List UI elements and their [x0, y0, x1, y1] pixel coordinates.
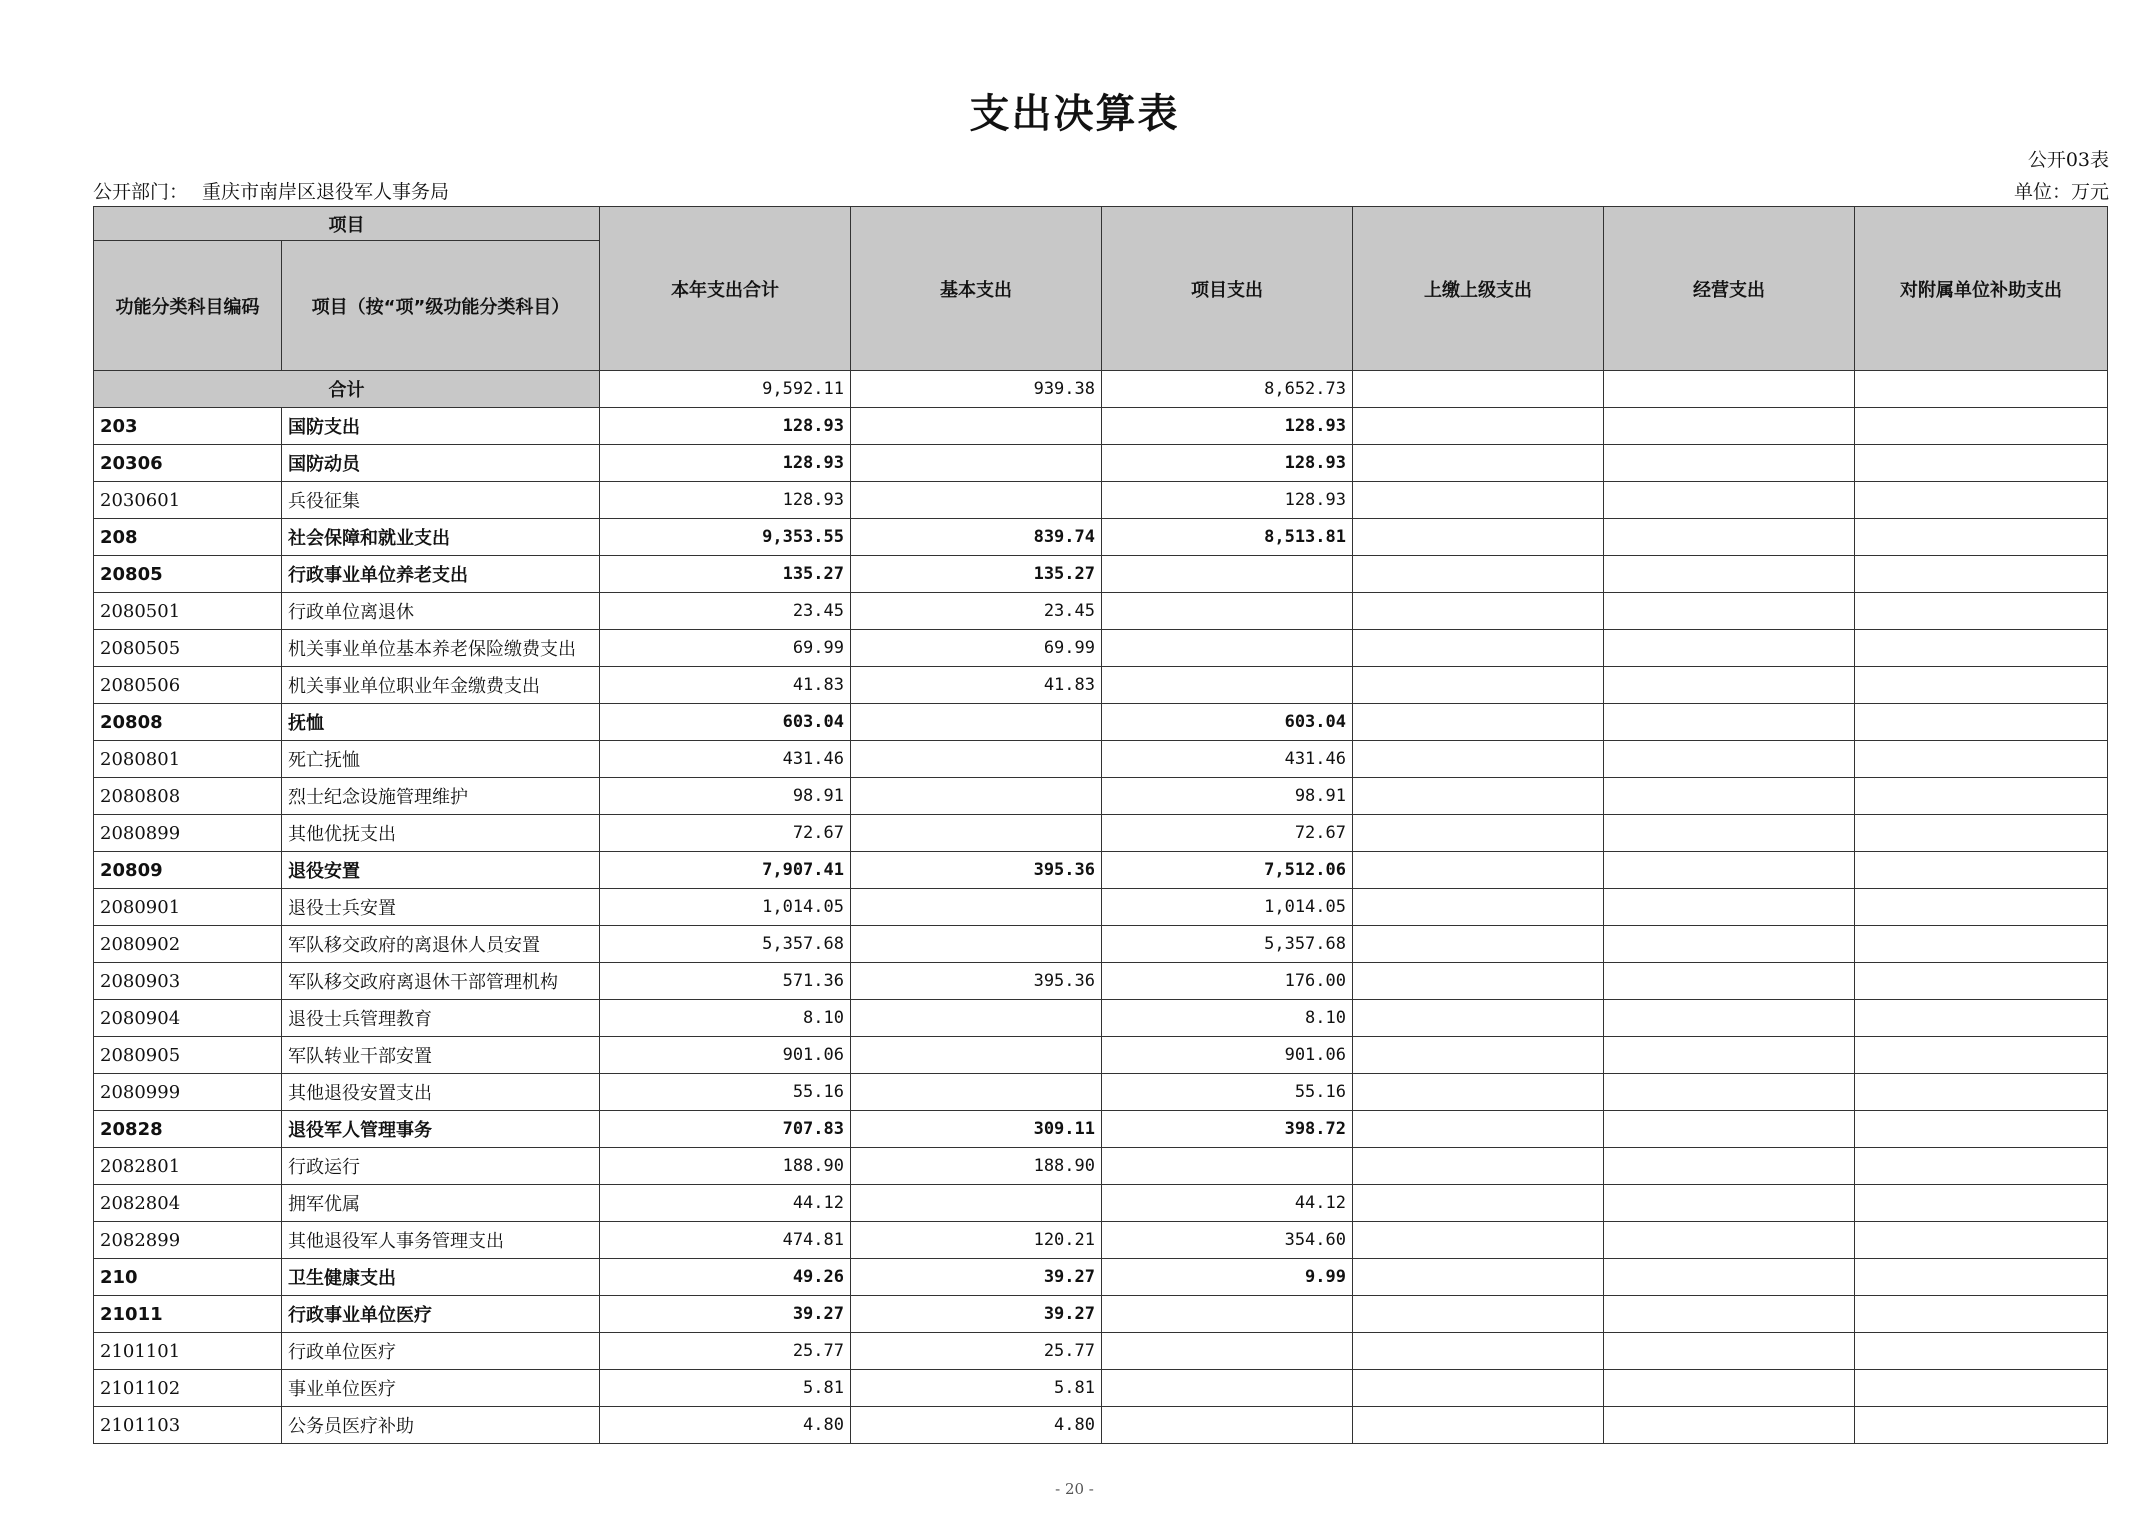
cell-code: 2080904	[94, 1000, 282, 1037]
cell-name: 机关事业单位基本养老保险缴费支出	[282, 630, 600, 667]
department-line	[93, 177, 449, 204]
cell-subsidy	[1855, 630, 2108, 667]
cell-project: 8,513.81	[1102, 519, 1353, 556]
cell-project	[1102, 630, 1353, 667]
expenditure-table	[93, 206, 2108, 1444]
header-business: 经营支出	[1604, 207, 1855, 371]
cell-subsidy	[1855, 1148, 2108, 1185]
unit-label: 单位：万元	[2013, 181, 2109, 203]
cell-subsidy	[1855, 1333, 2108, 1370]
cell-project	[1102, 667, 1353, 704]
cell-code: 2080899	[94, 815, 282, 852]
cell-name: 事业单位医疗	[282, 1370, 600, 1407]
cell-name: 其他退役安置支出	[282, 1074, 600, 1111]
cell-code: 20805	[94, 556, 282, 593]
cell-upper	[1353, 741, 1604, 778]
cell-business	[1604, 1333, 1855, 1370]
cell-name: 国防动员	[282, 445, 600, 482]
cell-business	[1604, 741, 1855, 778]
cell-business	[1604, 1074, 1855, 1111]
cell-total: 603.04	[600, 704, 851, 741]
cell-basic	[851, 704, 1102, 741]
page-number: - 20 -	[1055, 1480, 1094, 1498]
cell-subsidy	[1855, 482, 2108, 519]
table-row	[94, 741, 2108, 778]
cell-business	[1604, 445, 1855, 482]
cell-code: 2080903	[94, 963, 282, 1000]
cell-name: 军队移交政府离退休干部管理机构	[282, 963, 600, 1000]
cell-name: 其他退役军人事务管理支出	[282, 1222, 600, 1259]
cell-name: 退役军人管理事务	[282, 1111, 600, 1148]
cell-subsidy	[1855, 1370, 2108, 1407]
table-row	[94, 1148, 2108, 1185]
table-row	[94, 1259, 2108, 1296]
table-row	[94, 593, 2108, 630]
cell-code: 20809	[94, 852, 282, 889]
cell-upper	[1353, 926, 1604, 963]
cell-total: 49.26	[600, 1259, 851, 1296]
cell-basic: 188.90	[851, 1148, 1102, 1185]
cell-basic	[851, 815, 1102, 852]
cell-name: 退役士兵管理教育	[282, 1000, 600, 1037]
cell-upper	[1353, 1074, 1604, 1111]
cell-basic: 41.83	[851, 667, 1102, 704]
cell-code: 2080902	[94, 926, 282, 963]
header-basic: 基本支出	[851, 207, 1102, 371]
cell-basic	[851, 1185, 1102, 1222]
cell-upper	[1353, 852, 1604, 889]
cell-upper	[1353, 704, 1604, 741]
table-row	[94, 1037, 2108, 1074]
cell-subsidy	[1855, 1259, 2108, 1296]
total-business	[1604, 371, 1855, 408]
cell-basic: 5.81	[851, 1370, 1102, 1407]
cell-business	[1604, 1259, 1855, 1296]
cell-project: 55.16	[1102, 1074, 1353, 1111]
table-row	[94, 1185, 2108, 1222]
cell-business	[1604, 1296, 1855, 1333]
cell-subsidy	[1855, 741, 2108, 778]
cell-basic	[851, 482, 1102, 519]
cell-basic: 839.74	[851, 519, 1102, 556]
cell-subsidy	[1855, 445, 2108, 482]
cell-business	[1604, 926, 1855, 963]
cell-business	[1604, 556, 1855, 593]
cell-total: 5,357.68	[600, 926, 851, 963]
cell-code: 2101101	[94, 1333, 282, 1370]
cell-upper	[1353, 1148, 1604, 1185]
cell-project: 1,014.05	[1102, 889, 1353, 926]
cell-subsidy	[1855, 1222, 2108, 1259]
cell-code: 2030601	[94, 482, 282, 519]
table-row	[94, 1407, 2108, 1444]
total-sum: 9,592.11	[600, 371, 851, 408]
cell-basic: 309.11	[851, 1111, 1102, 1148]
cell-code: 2080505	[94, 630, 282, 667]
cell-project: 128.93	[1102, 445, 1353, 482]
table-row	[94, 630, 2108, 667]
cell-total: 44.12	[600, 1185, 851, 1222]
cell-subsidy	[1855, 556, 2108, 593]
cell-project	[1102, 1370, 1353, 1407]
cell-basic: 69.99	[851, 630, 1102, 667]
header-total: 本年支出合计	[600, 207, 851, 371]
cell-code: 2082804	[94, 1185, 282, 1222]
cell-basic: 395.36	[851, 852, 1102, 889]
cell-total: 7,907.41	[600, 852, 851, 889]
header-name: 项目（按“项”级功能分类科目）	[282, 241, 600, 371]
cell-code: 2080506	[94, 667, 282, 704]
cell-total: 128.93	[600, 408, 851, 445]
cell-total: 69.99	[600, 630, 851, 667]
cell-business	[1604, 1370, 1855, 1407]
cell-name: 烈士纪念设施管理维护	[282, 778, 600, 815]
table-row	[94, 1000, 2108, 1037]
table-row	[94, 408, 2108, 445]
cell-name: 抚恤	[282, 704, 600, 741]
cell-subsidy	[1855, 1037, 2108, 1074]
cell-business	[1604, 1111, 1855, 1148]
cell-upper	[1353, 963, 1604, 1000]
header-project: 项目支出	[1102, 207, 1353, 371]
cell-project	[1102, 593, 1353, 630]
cell-total: 39.27	[600, 1296, 851, 1333]
cell-total: 431.46	[600, 741, 851, 778]
cell-business	[1604, 519, 1855, 556]
cell-subsidy	[1855, 1111, 2108, 1148]
cell-basic	[851, 889, 1102, 926]
cell-project	[1102, 1148, 1353, 1185]
cell-name: 拥军优属	[282, 1185, 600, 1222]
cell-subsidy	[1855, 926, 2108, 963]
cell-business	[1604, 1185, 1855, 1222]
cell-project: 431.46	[1102, 741, 1353, 778]
cell-business	[1604, 778, 1855, 815]
cell-total: 571.36	[600, 963, 851, 1000]
cell-total: 4.80	[600, 1407, 851, 1444]
cell-upper	[1353, 1296, 1604, 1333]
cell-name: 军队移交政府的离退休人员安置	[282, 926, 600, 963]
cell-project: 176.00	[1102, 963, 1353, 1000]
total-project: 8,652.73	[1102, 371, 1353, 408]
cell-project: 128.93	[1102, 482, 1353, 519]
cell-code: 2101102	[94, 1370, 282, 1407]
cell-business	[1604, 1222, 1855, 1259]
cell-project: 603.04	[1102, 704, 1353, 741]
report-title: 支出决算表	[969, 91, 1180, 137]
cell-name: 兵役征集	[282, 482, 600, 519]
department-name: 重庆市南岸区退役军人事务局	[202, 181, 450, 203]
cell-subsidy	[1855, 667, 2108, 704]
cell-upper	[1353, 482, 1604, 519]
cell-project: 44.12	[1102, 1185, 1353, 1222]
cell-upper	[1353, 1185, 1604, 1222]
cell-name: 行政单位离退休	[282, 593, 600, 630]
table-row	[94, 1111, 2108, 1148]
cell-upper	[1353, 1037, 1604, 1074]
header-item: 项目	[94, 207, 600, 241]
cell-business	[1604, 1407, 1855, 1444]
cell-subsidy	[1855, 704, 2108, 741]
header-upper: 上缴上级支出	[1353, 207, 1604, 371]
cell-business	[1604, 1037, 1855, 1074]
cell-name: 行政运行	[282, 1148, 600, 1185]
cell-total: 5.81	[600, 1370, 851, 1407]
cell-name: 社会保障和就业支出	[282, 519, 600, 556]
table-row	[94, 1370, 2108, 1407]
total-subsidy	[1855, 371, 2108, 408]
cell-upper	[1353, 1222, 1604, 1259]
cell-name: 公务员医疗补助	[282, 1407, 600, 1444]
total-row	[94, 371, 2108, 408]
cell-business	[1604, 963, 1855, 1000]
cell-project: 98.91	[1102, 778, 1353, 815]
cell-project	[1102, 556, 1353, 593]
cell-total: 41.83	[600, 667, 851, 704]
cell-upper	[1353, 778, 1604, 815]
cell-upper	[1353, 1333, 1604, 1370]
cell-basic: 39.27	[851, 1296, 1102, 1333]
cell-upper	[1353, 889, 1604, 926]
cell-subsidy	[1855, 815, 2108, 852]
cell-basic: 23.45	[851, 593, 1102, 630]
cell-basic	[851, 1000, 1102, 1037]
cell-upper	[1353, 519, 1604, 556]
cell-project: 128.93	[1102, 408, 1353, 445]
cell-business	[1604, 593, 1855, 630]
header-subsidy: 对附属单位补助支出	[1855, 207, 2108, 371]
cell-code: 210	[94, 1259, 282, 1296]
cell-subsidy	[1855, 778, 2108, 815]
cell-name: 行政事业单位养老支出	[282, 556, 600, 593]
cell-code: 2080501	[94, 593, 282, 630]
cell-name: 军队转业干部安置	[282, 1037, 600, 1074]
cell-upper	[1353, 1407, 1604, 1444]
cell-project: 5,357.68	[1102, 926, 1353, 963]
table-row	[94, 1222, 2108, 1259]
cell-project: 398.72	[1102, 1111, 1353, 1148]
table-row	[94, 519, 2108, 556]
cell-name: 行政事业单位医疗	[282, 1296, 600, 1333]
cell-code: 2080905	[94, 1037, 282, 1074]
cell-subsidy	[1855, 889, 2108, 926]
cell-code: 208	[94, 519, 282, 556]
cell-code: 2082801	[94, 1148, 282, 1185]
header-code: 功能分类科目编码	[94, 241, 282, 371]
cell-total: 98.91	[600, 778, 851, 815]
cell-subsidy	[1855, 1000, 2108, 1037]
cell-upper	[1353, 667, 1604, 704]
cell-name: 退役士兵安置	[282, 889, 600, 926]
cell-total: 1,014.05	[600, 889, 851, 926]
cell-project	[1102, 1333, 1353, 1370]
cell-code: 2082899	[94, 1222, 282, 1259]
cell-basic: 135.27	[851, 556, 1102, 593]
table-row	[94, 482, 2108, 519]
department-label: 公开部门：	[93, 181, 189, 203]
cell-upper	[1353, 556, 1604, 593]
cell-name: 退役安置	[282, 852, 600, 889]
cell-upper	[1353, 630, 1604, 667]
cell-basic: 395.36	[851, 963, 1102, 1000]
table-row	[94, 1296, 2108, 1333]
cell-subsidy	[1855, 408, 2108, 445]
total-basic: 939.38	[851, 371, 1102, 408]
cell-business	[1604, 704, 1855, 741]
cell-subsidy	[1855, 963, 2108, 1000]
cell-code: 20808	[94, 704, 282, 741]
table-row	[94, 963, 2108, 1000]
table-row	[94, 926, 2108, 963]
cell-basic	[851, 1074, 1102, 1111]
cell-business	[1604, 667, 1855, 704]
cell-project	[1102, 1296, 1353, 1333]
cell-total: 55.16	[600, 1074, 851, 1111]
cell-basic: 4.80	[851, 1407, 1102, 1444]
cell-project	[1102, 1407, 1353, 1444]
cell-code: 2080808	[94, 778, 282, 815]
cell-project: 72.67	[1102, 815, 1353, 852]
cell-total: 188.90	[600, 1148, 851, 1185]
cell-total: 128.93	[600, 482, 851, 519]
cell-basic	[851, 778, 1102, 815]
cell-business	[1604, 408, 1855, 445]
cell-upper	[1353, 593, 1604, 630]
cell-basic	[851, 445, 1102, 482]
table-row	[94, 556, 2108, 593]
table-row	[94, 1074, 2108, 1111]
cell-total: 25.77	[600, 1333, 851, 1370]
cell-code: 2080999	[94, 1074, 282, 1111]
cell-code: 2080801	[94, 741, 282, 778]
table-row	[94, 1333, 2108, 1370]
table-row	[94, 852, 2108, 889]
cell-total: 474.81	[600, 1222, 851, 1259]
cell-total: 135.27	[600, 556, 851, 593]
cell-basic	[851, 408, 1102, 445]
cell-subsidy	[1855, 1185, 2108, 1222]
cell-name: 行政单位医疗	[282, 1333, 600, 1370]
form-number: 公开03表	[2027, 149, 2109, 171]
cell-basic	[851, 1037, 1102, 1074]
table-row	[94, 778, 2108, 815]
cell-basic	[851, 741, 1102, 778]
cell-upper	[1353, 1000, 1604, 1037]
cell-project: 354.60	[1102, 1222, 1353, 1259]
cell-upper	[1353, 445, 1604, 482]
cell-basic: 25.77	[851, 1333, 1102, 1370]
cell-basic	[851, 926, 1102, 963]
cell-subsidy	[1855, 593, 2108, 630]
cell-subsidy	[1855, 519, 2108, 556]
cell-code: 2101103	[94, 1407, 282, 1444]
cell-upper	[1353, 1370, 1604, 1407]
cell-total: 128.93	[600, 445, 851, 482]
cell-upper	[1353, 815, 1604, 852]
cell-code: 203	[94, 408, 282, 445]
total-upper	[1353, 371, 1604, 408]
cell-project: 7,512.06	[1102, 852, 1353, 889]
cell-total: 8.10	[600, 1000, 851, 1037]
cell-business	[1604, 1148, 1855, 1185]
cell-business	[1604, 630, 1855, 667]
cell-name: 机关事业单位职业年金缴费支出	[282, 667, 600, 704]
cell-basic: 39.27	[851, 1259, 1102, 1296]
total-label: 合计	[94, 371, 600, 408]
table-row	[94, 445, 2108, 482]
cell-total: 901.06	[600, 1037, 851, 1074]
cell-business	[1604, 889, 1855, 926]
cell-project: 8.10	[1102, 1000, 1353, 1037]
cell-subsidy	[1855, 1296, 2108, 1333]
cell-code: 2080901	[94, 889, 282, 926]
cell-subsidy	[1855, 852, 2108, 889]
cell-business	[1604, 1000, 1855, 1037]
cell-name: 死亡抚恤	[282, 741, 600, 778]
cell-basic: 120.21	[851, 1222, 1102, 1259]
cell-business	[1604, 815, 1855, 852]
cell-total: 9,353.55	[600, 519, 851, 556]
cell-subsidy	[1855, 1407, 2108, 1444]
table-row	[94, 815, 2108, 852]
cell-upper	[1353, 408, 1604, 445]
cell-subsidy	[1855, 1074, 2108, 1111]
cell-name: 国防支出	[282, 408, 600, 445]
table-row	[94, 889, 2108, 926]
cell-total: 72.67	[600, 815, 851, 852]
cell-code: 20828	[94, 1111, 282, 1148]
cell-code: 21011	[94, 1296, 282, 1333]
cell-upper	[1353, 1259, 1604, 1296]
cell-business	[1604, 852, 1855, 889]
cell-name: 其他优抚支出	[282, 815, 600, 852]
table-row	[94, 667, 2108, 704]
cell-business	[1604, 482, 1855, 519]
cell-total: 707.83	[600, 1111, 851, 1148]
cell-project: 901.06	[1102, 1037, 1353, 1074]
cell-name: 卫生健康支出	[282, 1259, 600, 1296]
cell-code: 20306	[94, 445, 282, 482]
cell-total: 23.45	[600, 593, 851, 630]
cell-project: 9.99	[1102, 1259, 1353, 1296]
cell-upper	[1353, 1111, 1604, 1148]
table-row	[94, 704, 2108, 741]
